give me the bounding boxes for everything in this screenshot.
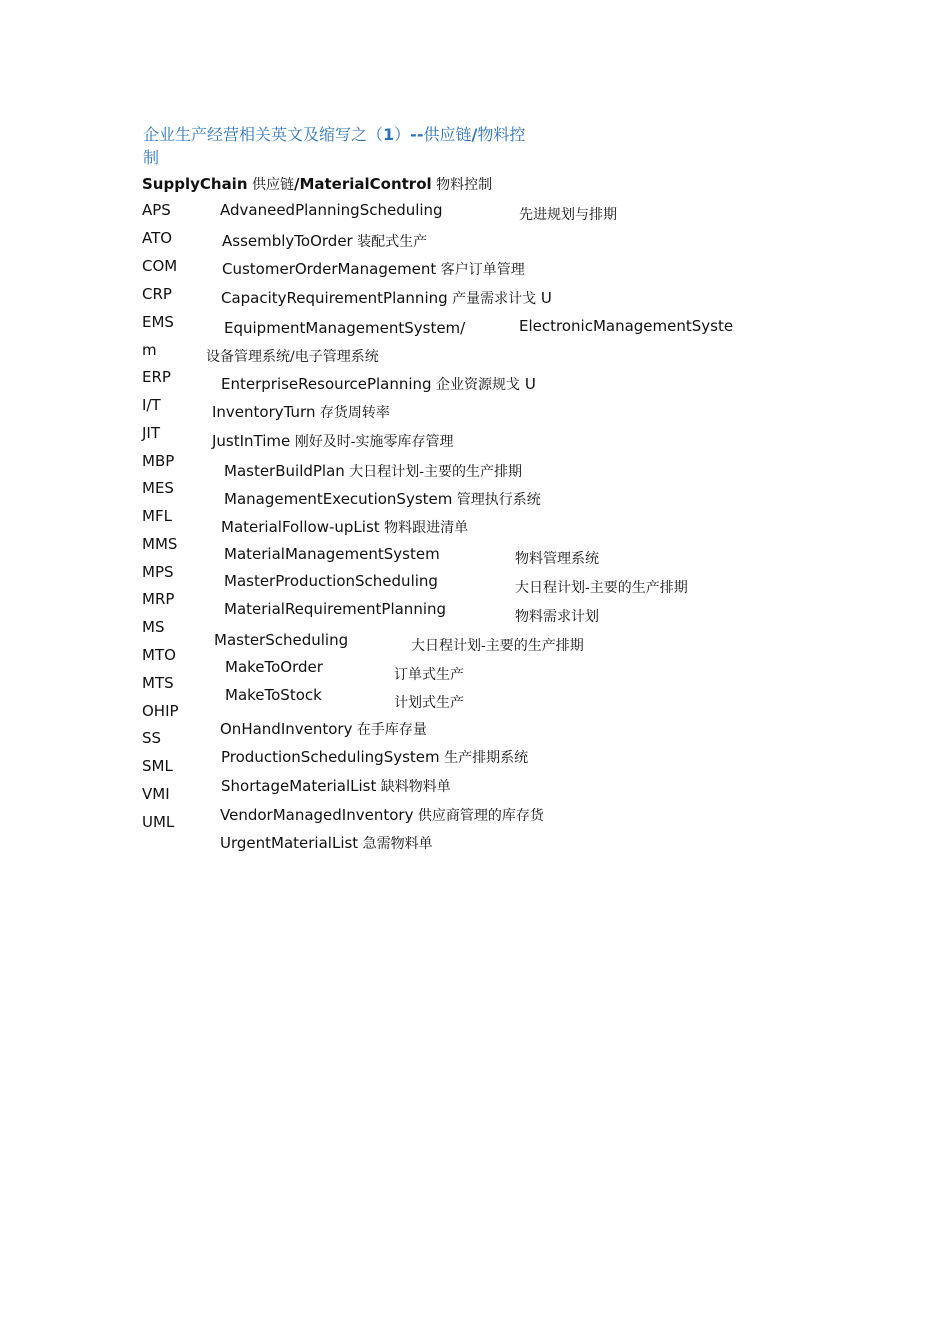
zh-sml: 缺料物料单 xyxy=(376,779,451,795)
term-vmi: VendorManagedInventory xyxy=(220,806,414,824)
abbr-ems: EMS xyxy=(142,313,174,331)
zh-uml: 急需物料单 xyxy=(358,836,433,852)
abbr-ohip: OHIP xyxy=(142,702,179,720)
document-title-line2: 制 xyxy=(143,148,160,167)
abbr-ato: ATO xyxy=(142,229,173,247)
abbr-aps: APS xyxy=(142,201,171,219)
term-erp: EnterpriseResourcePlanning xyxy=(221,375,432,393)
zh-ss: 生产排期系统 xyxy=(439,750,529,766)
title-supply-chain: 供应链 xyxy=(423,125,472,144)
term-ms: MasterScheduling xyxy=(214,631,349,649)
abbr-mts: MTS xyxy=(142,674,174,692)
entry-sml xyxy=(221,776,451,796)
abbr-erp: ERP xyxy=(142,368,171,386)
term-mrp: MaterialRequirementPlanning xyxy=(224,600,447,618)
subheading-en-material-control: /MaterialControl xyxy=(293,175,432,193)
zh-vmi: 供应商管理的库存货 xyxy=(413,808,544,824)
term-ss: ProductionSchedulingSystem xyxy=(221,748,440,766)
zh-mfl: 物料跟进清单 xyxy=(379,520,469,536)
zh-com: 客户订单管理 xyxy=(436,262,525,278)
entry-erp xyxy=(221,374,536,394)
zh-mts: 计划式生产 xyxy=(394,695,464,711)
abbr-it: I/T xyxy=(142,396,161,414)
abbr-mto: MTO xyxy=(142,646,176,664)
abbr-mms: MMS xyxy=(142,535,178,553)
abbr-jit: JIT xyxy=(142,424,161,442)
title-number: 1 xyxy=(383,125,395,144)
zh-it: 存货周转率 xyxy=(315,405,390,421)
term-mes: ManagementExecutionSystem xyxy=(224,490,453,508)
abbr-ss: SS xyxy=(142,729,162,747)
subheading-zh-material-control: 物料控制 xyxy=(431,177,493,193)
section-subheading xyxy=(142,174,492,194)
term-mms: MaterialManagementSystem xyxy=(224,545,440,563)
zh-mto: 订单式生产 xyxy=(394,667,464,683)
zh-ohip: 在手库存量 xyxy=(352,722,427,738)
zh-crp: 产量需求计戈 xyxy=(447,291,537,307)
term-com: CustomerOrderManagement xyxy=(222,260,437,278)
abbr-sml: SML xyxy=(142,757,173,775)
zh-mms: 物料管理系统 xyxy=(515,551,599,567)
zh-mes: 管理执行系统 xyxy=(452,492,541,508)
term-aps: AdvaneedPlanningScheduling xyxy=(220,201,443,219)
abbr-crp: CRP xyxy=(142,285,172,303)
term-mps: MasterProductionScheduling xyxy=(224,572,438,590)
term-uml: UrgentMaterialList xyxy=(220,834,359,852)
term-sml: ShortageMaterialList xyxy=(221,777,377,795)
abbr-uml: UML xyxy=(142,813,175,831)
document-title xyxy=(143,122,525,145)
title-text: 企业生产经营相关英文及缩写之（ xyxy=(143,125,384,144)
entry-ss xyxy=(221,747,528,767)
term-ohip: OnHandInventory xyxy=(220,720,353,738)
term-jit: JustInTime xyxy=(212,432,291,450)
abbr-mes: MES xyxy=(142,479,174,497)
abbr-mbp: MBP xyxy=(142,452,175,470)
abbr-mfl: MFL xyxy=(142,507,172,525)
entry-ato xyxy=(222,231,427,251)
abbr-vmi: VMI xyxy=(142,785,170,803)
title-material-control: 物料控 xyxy=(477,125,526,144)
term-it: InventoryTurn xyxy=(212,403,316,421)
term-mfl: MaterialFollow-upList xyxy=(221,518,380,536)
term-mts: MakeToStock xyxy=(225,686,322,704)
subheading-en-supply-chain: SupplyChain xyxy=(142,175,248,193)
zh-jit: 刚好及时-实施零库存管理 xyxy=(290,434,454,450)
zh-mbp: 大日程计划-主要的生产排期 xyxy=(344,464,522,480)
term-ems: EquipmentManagementSystem/ xyxy=(224,319,466,337)
entry-mes xyxy=(224,489,541,509)
entry-uml xyxy=(220,833,433,853)
term-crp: CapacityRequirementPlanning xyxy=(221,289,448,307)
entry-mfl xyxy=(221,517,468,537)
term-mto: MakeToOrder xyxy=(225,658,323,676)
tail-erp: U xyxy=(524,375,536,393)
term-mbp: MasterBuildPlan xyxy=(224,462,345,480)
entry-ohip xyxy=(220,719,427,739)
zh-ato: 装配式生产 xyxy=(352,234,428,250)
zh-ms: 大日程计划-主要的生产排期 xyxy=(411,638,584,654)
title-dash: -- xyxy=(410,125,424,144)
title-slash: / xyxy=(471,125,478,144)
abbr-mps: MPS xyxy=(142,563,174,581)
subheading-zh-supply-chain: 供应链 xyxy=(247,177,294,193)
abbr-ems-wrap: m xyxy=(142,341,157,359)
zh-mrp: 物料需求计划 xyxy=(515,609,599,625)
zh-ems: 设备管理系统/电子管理系统 xyxy=(206,349,379,365)
zh-aps: 先进规划与排期 xyxy=(519,207,617,223)
entry-it xyxy=(212,402,390,422)
entry-crp xyxy=(221,288,552,308)
zh-erp: 企业资源规戈 xyxy=(431,377,521,393)
entry-com xyxy=(222,259,525,279)
abbr-mrp: MRP xyxy=(142,590,175,608)
entry-mbp xyxy=(224,461,522,481)
term-ato: AssemblyToOrder xyxy=(222,232,353,250)
entry-jit xyxy=(212,431,453,451)
tail-crp: U xyxy=(540,289,552,307)
title-paren: ） xyxy=(394,125,411,144)
abbr-com: COM xyxy=(142,257,178,275)
abbr-ms: MS xyxy=(142,618,165,636)
entry-vmi xyxy=(220,805,544,825)
term-ems-alt: ElectronicManagementSyste xyxy=(519,317,734,335)
zh-mps: 大日程计划-主要的生产排期 xyxy=(515,580,688,596)
